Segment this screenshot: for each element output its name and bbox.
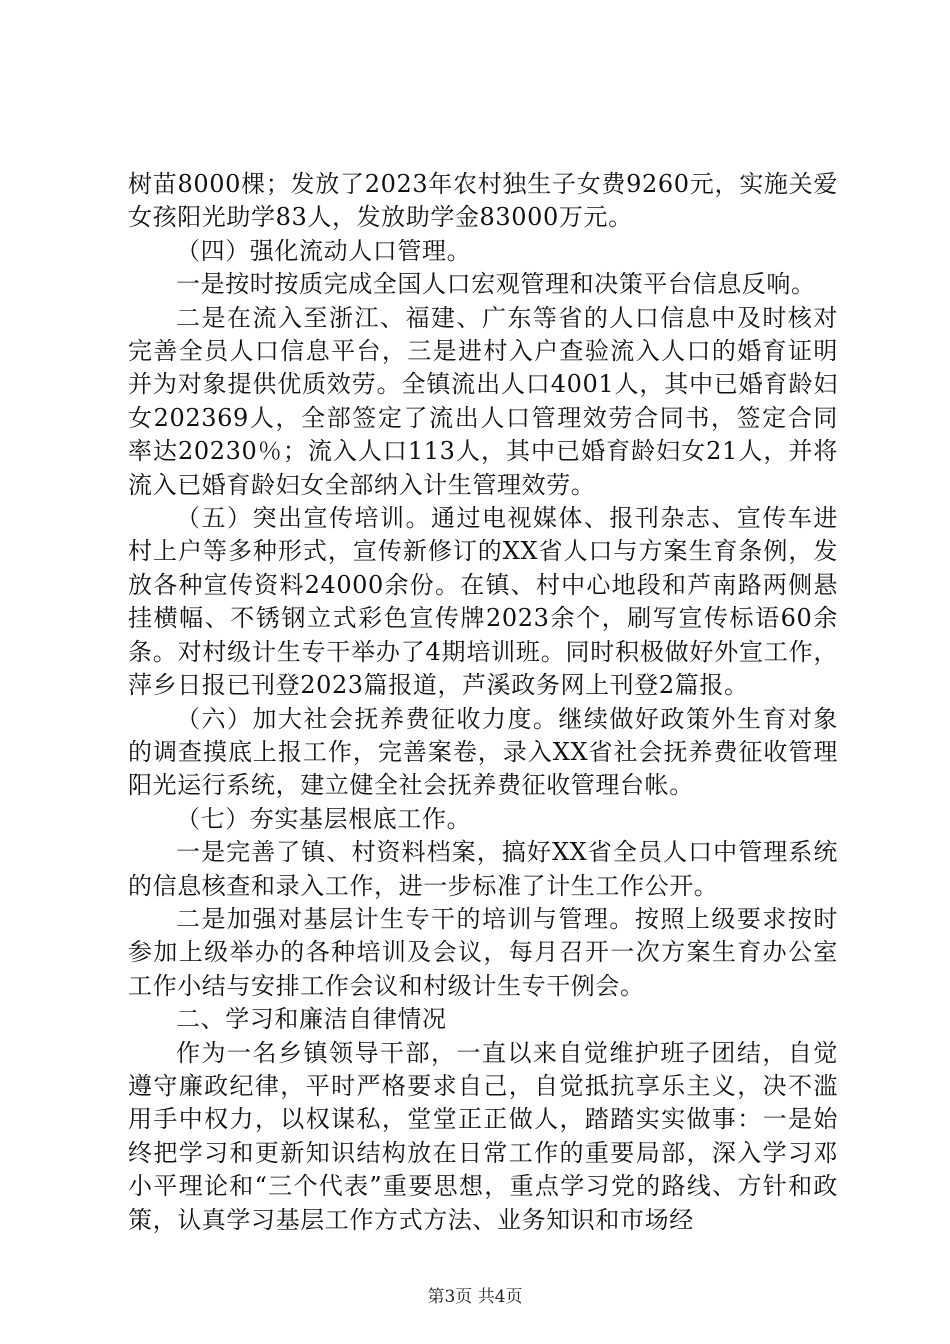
paragraph: 二是加强对基层计生专干的培训与管理。按照上级要求按时参加上级举办的各种培训及会议，每月召开一次方案生育办公室工作小结与安排工作会议和村级计生专干例会。: [128, 904, 838, 1000]
paragraph-continuation: 树苗8000棵；发放了2023年农村独生子女费9260元，实施关爱女孩阳光助学83人，发放助学金83000万元。: [128, 170, 838, 232]
section-heading-grassroots: （七）夯实基层根底工作。: [176, 804, 472, 833]
paragraph: 作为一名乡镇领导干部，一直以来自觉维护班子团结，自觉遵守廉政纪律，平时严格要求自己，自觉抵抗享乐主义，决不滥用手中权力，以权谋私，堂堂正正做人，踏踏实实做事：一是始终把学习和更新知识结构放在日常工作的重要局部，深入学习邓小平理论和“三个代表”重要思想，重点学习党的路线、方针和政策，认真学习基层工作方式方法、业务知识和市场经: [128, 1038, 838, 1234]
section-heading-floating-population: （四）强化流动人口管理。: [176, 236, 472, 265]
document-body: [128, 168, 838, 1237]
paragraph: 二是在流入至浙江、福建、广东等省的人口信息中及时核对完善全员人口信息平台，三是进村入户查验流入人口的婚育证明并为对象提供优质效劳。全镇流出人口4001人，其中已婚育龄妇女202369人，全部签定了流出人口管理效劳合同书，签定合同率达20230％；流入人口113人，其中已婚育龄妇女21人，并将流入已婚育龄妇女全部纳入计生管理效劳。: [128, 303, 838, 499]
page-number: 第3页 共4页: [427, 1287, 523, 1307]
paragraph-publicity-training: （五）突出宣传培训。通过电视媒体、报刊杂志、宣传车进村上户等多种形式，宣传新修订的XX省人口与方案生育条例，发放各种宣传资料24000余份。在镇、村中心地段和芦南路两侧悬挂横幅、不锈钢立式彩色宣传牌2023余个，刷写宣传标语60余条。对村级计生专干举办了4期培训班。同时积极做好外宣工作，萍乡日报已刊登2023篇报道，芦溪政务网上刊登2篇报。: [128, 504, 838, 700]
paragraph: 一是完善了镇、村资料档案，搞好XX省全员人口中管理系统的信息核查和录入工作，进一步标准了计生工作公开。: [128, 838, 838, 900]
paragraph: 一是按时按质完成全国人口宏观管理和决策平台信息反响。: [176, 270, 816, 299]
paragraph-social-fee: （六）加大社会抚养费征收力度。继续做好政策外生育对象的调查摸底上报工作，完善案卷，录入XX省社会抚养费征收管理阳光运行系统，建立健全社会抚养费征收管理台帐。: [128, 704, 838, 800]
section-heading-study-integrity: 二、学习和廉洁自律情况: [176, 1005, 447, 1034]
